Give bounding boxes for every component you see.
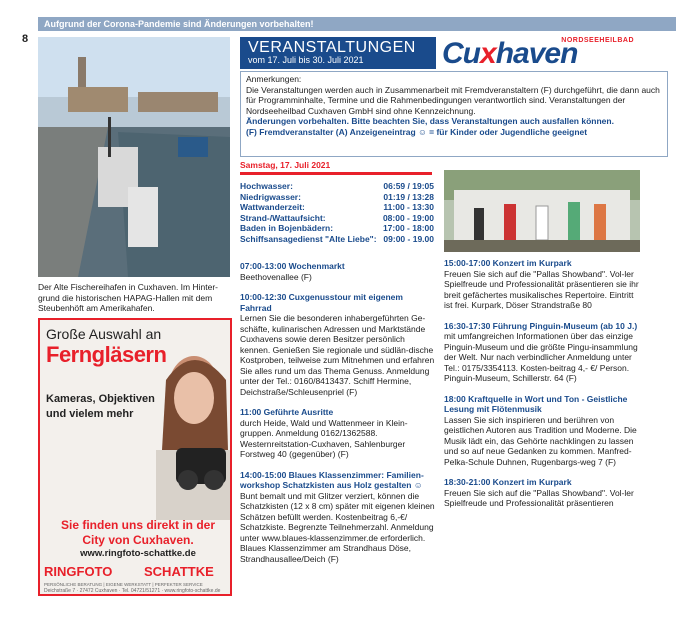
ad-line-3: Kameras, Objektiven und vielem mehr (46, 393, 155, 420)
page-number: 8 (22, 33, 29, 45)
ad-tagline: PERSÖNLICHE BERATUNG | EIGENE WERKSTATT | PERFEKTER SERVICE (44, 582, 203, 587)
notes-box: Anmerkungen: Die Veranstaltungen werden auch in Zusammenarbeit mit Fremdveranstaltern (F) durchgeführt, die dann auch für Programminhalte, Termine und die Rahmenbedingungen verantwortlich sind. Veranstaltungen der Nordseeheilbad Cuxhaven GmbH sind ohne Kennzeichnung. Änderungen vorbehalten. Bitte beachten Sie, dass Veranstaltungen auch ausfallen können. (F) Fremdveranstalter (A) Anzeigeneintrag ☺ = für Kinder oder Jugendliche geeignet (240, 71, 668, 157)
event-item: 07:00-13:00 Wochenmarkt Beethovenallee (F) (240, 261, 345, 282)
event-item: 18:00 Kraftquelle in Wort und Ton - Geistliche Lesung mit Flötenmusik Lassen Sie sich inspirieren und berühren von geistlichen Autoren aus Tradition und Moderne. Die Musik lädt ein, das Gehörte nachklingen zu lassen und so auf neue Gedanken zu kommen. Manfred-Pelka-Schule Duhnen, Rugenbargs-weg 7 (F) (444, 393, 637, 467)
photo-caption: Der Alte Fischereihafen in Cuxhaven. Im Hinter-grund die historischen HAPAG-Hallen mit dem Steubenhöft am Amerikahafen. (38, 282, 218, 313)
ad-url-link[interactable]: www.ringfoto-schattke.de (80, 548, 196, 559)
ad-address: Deichstraße 7 · 27472 Cuxhaven · Tel. 04721/51271 · www.ringfoto-schattke.de (44, 588, 221, 594)
tide-times-list (240, 181, 434, 244)
event-item: 10:00-12:30 Cuxgenusstour mit eigenem Fahrrad Lernen Sie die besonderen inhabergeführten Ge-schäfte, kulinarischen Adressen und Marktstände Cuxhavens sowie deren Besitzer persönlich kennen. Genießen Sie regionale und südlän-dische Kostproben, teilweise zum Mitnehmen und erfahren Sie alles rund um das Thema Genuss. Anmeldung unter der Tel.: 0160/8413437. Schiff Hermine, Deichstraße/Schleusenpriel (F) (240, 292, 435, 397)
time-row: Baden in Bojenbädern: 17:00 - 18:00 (240, 223, 434, 233)
ringfoto-advertisement[interactable] (38, 318, 232, 596)
time-row: Wattwanderzeit: 11:00 - 13:30 (240, 202, 434, 212)
events-header (240, 37, 436, 69)
time-row: Niedrigwasser: 01:19 / 13:28 (240, 191, 434, 202)
events-column-middle (240, 261, 436, 574)
ad-line-1: Große Auswahl an (46, 326, 162, 342)
event-item: 14:00-15:00 Blaues Klassenzimmer: Familien-workshop Schatzkisten aus Holz gestalten ☺ Bunt bemalt und mit Glitzer verziert, können die Schatzkisten (12 x 8 cm) später mit eigenen kleinen Schätzen befüllt werden. Kostenbeitrag 6,-€/ Schatzkiste. Begrenzte Teilnehmerzahl. Anmeldung unter www.blaues-klassenzimmer.de erforderlich. Blaues Klassenzimmer am Strandhaus Döse, Strandhausallee/Deich (F) (240, 469, 435, 564)
events-date-range: vom 17. Juli bis 30. Juli 2021 (248, 55, 364, 65)
event-item: 16:30-17:30 Führung Pinguin-Museum (ab 10 J.) mit umfangreichen Informationen über das einzige Pinguin-Museum und die größte Pingu-insammlung der Welt. Nur nach verbindlicher Anmeldung unter Tel.: 0175/3354113. Kosten-beitrag 4,- €/ Person. Pinguin-Museum, Schillerstr. 64 (F) (444, 320, 638, 383)
event-item: 15:00-17:00 Konzert im Kurpark Freuen Sie sich auf die "Pallas Showband". Vol-ler Spielfreude und Professionalität präsentieren sie ihr breit gefächertes musikalisches Repertoire. Eintritt ist frei. Kurpark, Döser Strandstraße 80 (444, 258, 639, 310)
cuxhaven-logo: NORDSEEHEILBAD Cuxhaven (442, 37, 634, 70)
day-heading: Samstag, 17. Juli 2021 (240, 160, 432, 175)
events-title: VERANSTALTUNGEN (248, 39, 416, 56)
harbor-photo (38, 37, 230, 277)
time-row: Schiffsansagedienst "Alte Liebe": 09:00 - 19.00 (240, 233, 434, 244)
time-row: Strand-/Wattaufsicht: 08:00 - 19:00 (240, 212, 434, 223)
event-item: 11:00 Geführte Ausritte durch Heide, Wald und Wattenmeer in Klein-gruppen. Anmeldung 0162/1362588. Westernreitstation-Cuxhaven, Sahlenburger Forstweg 40 (gegenüber) (F) (240, 407, 408, 459)
showband-photo (444, 170, 640, 252)
ad-line-2: Ferngläsern (46, 342, 167, 367)
event-item: 18:30-21:00 Konzert im Kurpark Freuen Sie sich auf die "Pallas Showband". Vol-ler Spielfreude und Professionalität präsentieren (444, 477, 634, 508)
top-notice-bar: Aufgrund der Corona-Pandemie sind Änderungen vorbehalten! (38, 17, 676, 31)
time-row: Hochwasser: 06:59 / 19:05 (240, 181, 434, 191)
schattke-logo: SCHATTKE (144, 564, 214, 579)
events-column-right (444, 258, 640, 519)
ad-location: Sie finden uns direkt in der City von Cuxhaven. (60, 518, 216, 547)
ringfoto-logo: RINGFOTO (44, 564, 113, 579)
